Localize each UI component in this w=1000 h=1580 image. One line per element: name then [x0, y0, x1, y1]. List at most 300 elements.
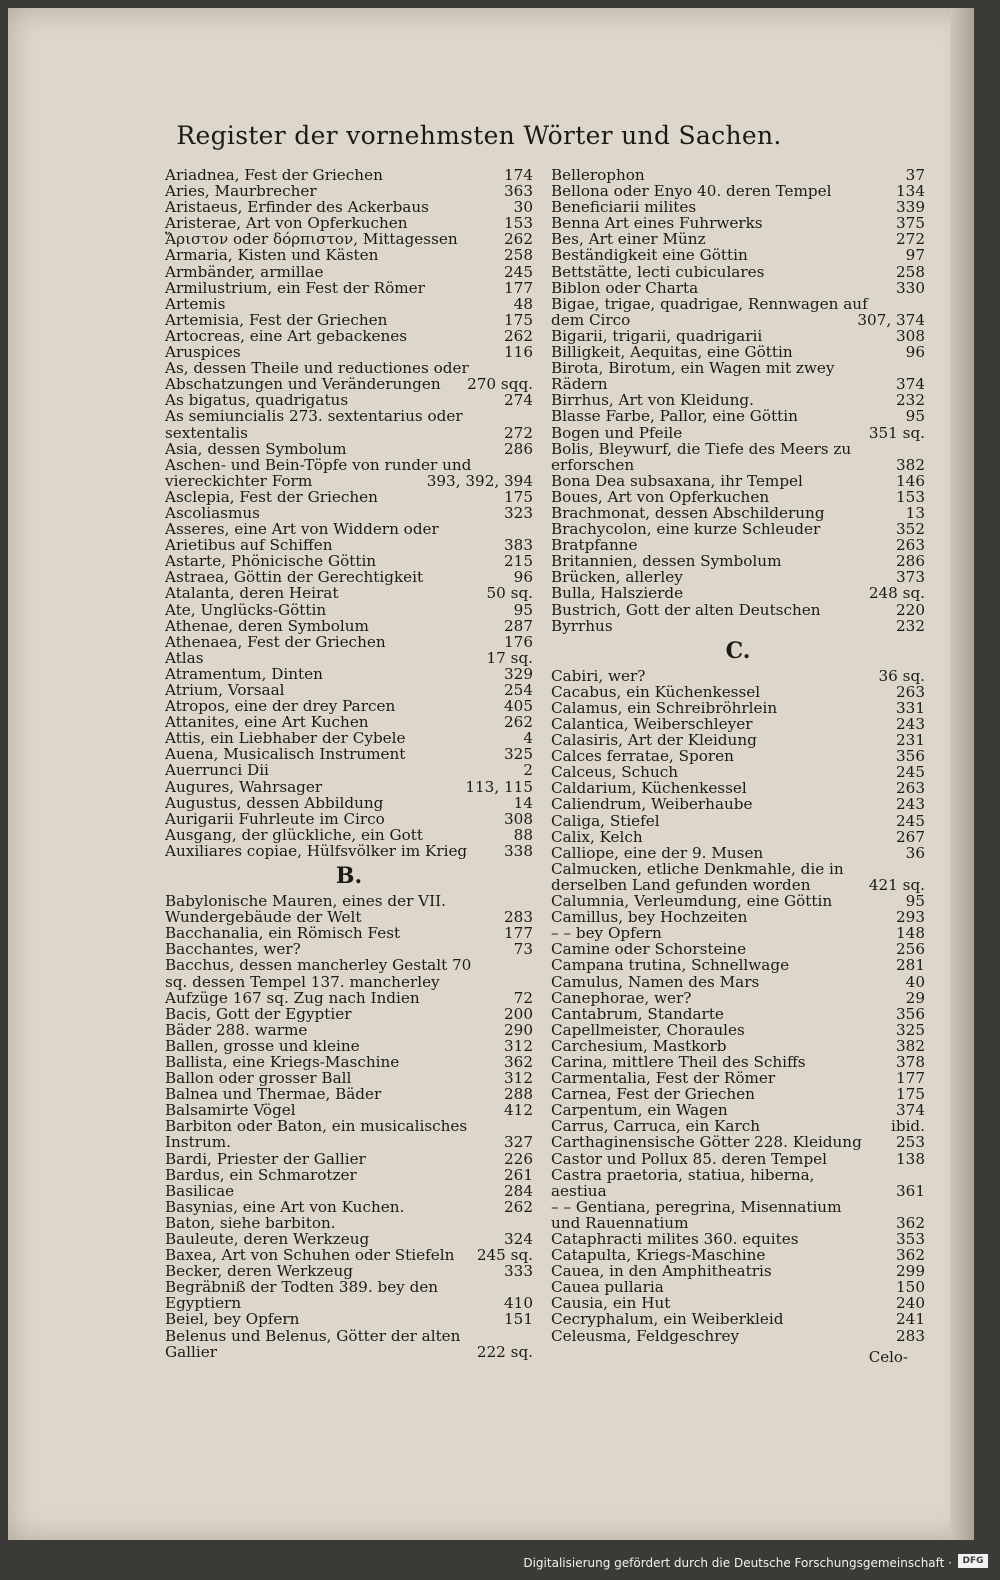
- index-entry: [551, 328, 925, 344]
- dfg-logo: DFG: [958, 1554, 988, 1568]
- entry-term: Carpentum, ein Wagen: [551, 1101, 728, 1120]
- index-entry: [551, 1102, 925, 1118]
- entry-term: Calliope, eine der 9. Musen: [551, 843, 764, 862]
- entry-page-ref: 270 sqq.: [467, 375, 533, 394]
- entry-term: Asclepia, Fest der Griechen: [165, 487, 378, 506]
- entry-term: Calantica, Weiberschleyer: [551, 715, 753, 733]
- entry-term: Armbänder, armillae: [165, 262, 324, 281]
- entry-term: Attis, ein Liebhaber der Cybele: [165, 729, 406, 748]
- entry-page-ref: 30: [513, 198, 533, 217]
- index-entry: [165, 585, 533, 601]
- entry-term: Capellmeister, Choraules: [551, 1020, 745, 1039]
- entry-page-ref: 40: [905, 972, 925, 991]
- entry-term: Carnea, Fest der Griechen: [551, 1085, 755, 1104]
- entry-page-ref: 286: [504, 439, 533, 458]
- entry-term: Catapulta, Kriegs-Maschine: [551, 1246, 766, 1265]
- entry-term: Bäder 288. warme: [165, 1020, 308, 1039]
- entry-term: Bona Dea subsaxana, ihr Tempel: [551, 471, 803, 490]
- entry-page-ref: 222 sq.: [476, 1342, 533, 1361]
- entry-page-ref: 375: [896, 214, 925, 233]
- entry-page-ref: 116: [504, 343, 533, 362]
- index-entry: [551, 780, 925, 796]
- index-entry: [165, 618, 533, 634]
- entry-term: Bes, Art einer Münz: [551, 230, 706, 249]
- index-entry: [165, 344, 533, 360]
- entry-term: Auerrunci Dii: [165, 761, 269, 780]
- entry-page-ref: 363: [504, 182, 533, 201]
- entry-term: Beständigkeit eine Göttin: [551, 246, 748, 265]
- entry-page-ref: 13: [905, 503, 925, 522]
- entry-term: Calumnia, Verleumdung, eine Göttin: [551, 892, 833, 911]
- index-entry: [551, 893, 925, 909]
- entry-term: Cabiri, wer?: [551, 666, 646, 685]
- entry-page-ref: 290: [504, 1020, 533, 1039]
- entry-term: Barbiton oder Baton, ein musicalisches Instrum.: [165, 1117, 468, 1152]
- entry-page-ref: 232: [896, 391, 925, 410]
- index-entry: [165, 762, 533, 778]
- entry-page-ref: 325: [896, 1020, 925, 1039]
- index-entry: [165, 1247, 533, 1263]
- entry-page-ref: 151: [504, 1310, 533, 1329]
- entry-term: Beiel, bey Opfern: [165, 1310, 300, 1329]
- entry-page-ref: 262: [504, 230, 533, 249]
- entry-term: Calix, Kelch: [551, 827, 643, 846]
- entry-term: Brachycolon, eine kurze Schleuder: [551, 520, 821, 539]
- entry-page-ref: 253: [896, 1133, 925, 1152]
- index-entry: [551, 1022, 925, 1038]
- entry-page-ref: 262: [504, 326, 533, 345]
- index-entry: [165, 957, 533, 1005]
- entry-term: Calasiris, Art der Kleidung: [551, 731, 757, 750]
- index-entry: [165, 264, 533, 280]
- index-entry: [551, 521, 925, 537]
- entry-page-ref: 134: [896, 182, 925, 201]
- book-page: [8, 8, 974, 1540]
- index-entry: [165, 312, 533, 328]
- index-entry: [551, 505, 925, 521]
- entry-page-ref: 299: [896, 1262, 925, 1281]
- entry-term: Cantabrum, Standarte: [551, 1004, 724, 1023]
- entry-term: As, dessen Theile und reductiones oder Abschatzungen und Veränderungen: [165, 359, 469, 394]
- index-entry: [551, 199, 925, 215]
- index-entry: [551, 796, 925, 812]
- index-entry: [165, 489, 533, 505]
- entry-page-ref: 248 sq.: [868, 584, 925, 603]
- entry-term: Ballon oder grosser Ball: [165, 1069, 352, 1088]
- entry-term: Cauea, in den Amphitheatris: [551, 1262, 772, 1281]
- index-entry: [551, 489, 925, 505]
- entry-term: Bellona oder Enyo 40. deren Tempel: [551, 182, 832, 201]
- entry-term: Brachmonat, dessen Abschilderung: [551, 503, 825, 522]
- entry-page-ref: 382: [896, 1036, 925, 1055]
- entry-page-ref: 2: [523, 761, 533, 780]
- entry-page-ref: 405: [504, 697, 533, 716]
- entry-term: Bulla, Halszierde: [551, 584, 684, 603]
- index-entry: [551, 1134, 925, 1150]
- index-entry: [165, 553, 533, 569]
- entry-term: Bacis, Gott der Egyptier: [165, 1004, 352, 1023]
- entry-page-ref: 333: [504, 1262, 533, 1281]
- entry-term: Billigkeit, Aequitas, eine Göttin: [551, 343, 793, 362]
- entry-page-ref: 138: [896, 1149, 925, 1168]
- index-entry: [551, 668, 925, 684]
- index-entry: [551, 585, 925, 601]
- index-entry: [551, 1038, 925, 1054]
- index-entry: [551, 990, 925, 1006]
- entry-term: Biblon oder Charta: [551, 278, 699, 297]
- entry-page-ref: 324: [504, 1230, 533, 1248]
- entry-page-ref: 353: [896, 1230, 925, 1248]
- entry-term: Begräbniß der Todten 389. bey den Egyptiern: [165, 1278, 439, 1313]
- index-entry: [551, 167, 925, 183]
- entry-page-ref: 258: [504, 246, 533, 265]
- index-entry: [165, 730, 533, 746]
- index-entry: [165, 666, 533, 682]
- entry-term: Aristerae, Art von Opferkuchen: [165, 214, 408, 233]
- entry-page-ref: 88: [513, 825, 533, 844]
- entry-term: Boues, Art von Opferkuchen: [551, 487, 770, 506]
- entry-term: Beneficiarii milites: [551, 198, 697, 217]
- entry-term: Artemis: [165, 294, 226, 313]
- entry-term: Calmucken, etliche Denkmahle, die in derselben Land gefunden worden: [551, 859, 844, 894]
- entry-term: Brücken, allerley: [551, 568, 683, 587]
- entry-page-ref: 352: [896, 520, 925, 539]
- entry-page-ref: 263: [896, 779, 925, 798]
- index-entry: [165, 328, 533, 344]
- entry-term: Birrhus, Art von Kleidung.: [551, 391, 754, 410]
- entry-page-ref: 95: [905, 407, 925, 426]
- index-entry: [551, 1167, 925, 1199]
- entry-page-ref: 153: [896, 487, 925, 506]
- entry-term: Bacchanalia, ein Römisch Fest: [165, 924, 401, 943]
- entry-page-ref: 73: [513, 940, 533, 959]
- index-entry: [165, 167, 533, 183]
- entry-page-ref: 97: [905, 246, 925, 265]
- index-entry: [165, 1102, 533, 1118]
- index-entry: [165, 795, 533, 811]
- index-entry: [551, 1086, 925, 1102]
- entry-term: Calceus, Schuch: [551, 763, 679, 782]
- entry-page-ref: 215: [504, 552, 533, 571]
- entry-term: Carmentalia, Fest der Römer: [551, 1069, 776, 1088]
- entry-term: Cauea pullaria: [551, 1278, 664, 1297]
- entry-term: Bauleute, deren Werkzeug: [165, 1230, 370, 1248]
- entry-term: – – bey Opfern: [551, 924, 662, 943]
- index-entry: [165, 441, 533, 457]
- entry-page-ref: 362: [896, 1213, 925, 1232]
- entry-term: – – Gentiana, peregrina, Misennatium und Rauennatium: [551, 1197, 842, 1232]
- entry-page-ref: 293: [896, 908, 925, 927]
- index-entry: [165, 1070, 533, 1086]
- index-entry: [551, 618, 925, 634]
- index-entry: [551, 957, 925, 973]
- entry-page-ref: 258: [896, 262, 925, 281]
- entry-term: Baton, siehe barbiton.: [165, 1213, 336, 1232]
- index-entry: [551, 215, 925, 231]
- index-entry: [165, 1199, 533, 1215]
- entry-page-ref: 287: [504, 616, 533, 635]
- section-letter: B.: [335, 863, 363, 890]
- entry-page-ref: 382: [896, 455, 925, 474]
- entry-term: Castor und Pollux 85. deren Tempel: [551, 1149, 828, 1168]
- index-entry: [165, 941, 533, 957]
- entry-term: Astarte, Phönicische Göttin: [165, 552, 377, 571]
- index-entry: [551, 1247, 925, 1263]
- index-entry: [551, 553, 925, 569]
- index-entry: [551, 183, 925, 199]
- entry-term: Belenus und Belenus, Götter der alten Gallier: [165, 1326, 461, 1361]
- entry-page-ref: 308: [504, 809, 533, 828]
- entry-term: Carchesium, Mastkorb: [551, 1036, 727, 1055]
- entry-page-ref: 177: [504, 924, 533, 943]
- entry-term: Augustus, dessen Abbildung: [165, 793, 384, 812]
- entry-page-ref: 243: [896, 795, 925, 814]
- entry-term: Babylonische Mauren, eines der VII. Wundergebäude der Welt: [165, 892, 446, 927]
- entry-page-ref: 283: [896, 1326, 925, 1345]
- entry-page-ref: 284: [504, 1181, 533, 1200]
- entry-term: Carina, mittlere Theil des Schiffs: [551, 1052, 806, 1071]
- entry-page-ref: 327: [504, 1133, 533, 1152]
- index-entry: [551, 1295, 925, 1311]
- index-entry: [165, 569, 533, 585]
- index-entry: [165, 505, 533, 521]
- entry-page-ref: 245: [896, 763, 925, 782]
- entry-page-ref: 361: [896, 1181, 925, 1200]
- entry-page-ref: 4: [523, 729, 533, 748]
- index-entry: [165, 1311, 533, 1327]
- entry-page-ref: 410: [504, 1294, 533, 1313]
- index-entry: [165, 714, 533, 730]
- entry-page-ref: 220: [896, 600, 925, 619]
- entry-page-ref: 288: [504, 1085, 533, 1104]
- index-entry: [165, 280, 533, 296]
- entry-page-ref: 383: [504, 536, 533, 555]
- entry-term: Astraea, Göttin der Gerechtigkeit: [165, 568, 424, 587]
- entry-term: Ascoliasmus: [165, 503, 260, 522]
- entry-page-ref: 351 sq.: [868, 423, 925, 442]
- index-entry: [551, 1070, 925, 1086]
- entry-term: Asseres, eine Art von Widdern oder Arietibus auf Schiffen: [165, 520, 439, 555]
- entry-page-ref: 312: [504, 1069, 533, 1088]
- index-entry: [551, 829, 925, 845]
- index-entry: [165, 247, 533, 263]
- index-entry: [165, 827, 533, 843]
- entry-page-ref: 308: [896, 326, 925, 345]
- index-entry: [551, 861, 925, 893]
- entry-term: Cecryphalum, ein Weiberkleid: [551, 1310, 784, 1329]
- entry-term: Calces ferratae, Sporen: [551, 747, 734, 766]
- index-entry: [551, 344, 925, 360]
- index-entry: [551, 231, 925, 247]
- entry-term: Aruspices: [165, 343, 241, 362]
- entry-page-ref: 36 sq.: [878, 666, 925, 685]
- entry-page-ref: 226: [504, 1149, 533, 1168]
- index-entry: [165, 1086, 533, 1102]
- index-entry: [551, 296, 925, 328]
- index-entry: [551, 473, 925, 489]
- page-title: Register der vornehmsten Wörter und Sachen.: [176, 121, 782, 150]
- index-entry: [165, 1151, 533, 1167]
- entry-page-ref: 245: [504, 262, 533, 281]
- index-entry: [551, 732, 925, 748]
- entry-term: Bellerophon: [551, 166, 645, 184]
- entry-term: Ausgang, der glückliche, ein Gott: [165, 825, 423, 844]
- index-entry: [551, 1118, 925, 1134]
- entry-page-ref: 331: [896, 698, 925, 717]
- entry-page-ref: 286: [896, 552, 925, 571]
- index-entry: [551, 360, 925, 392]
- entry-term: Balsamirte Vögel: [165, 1101, 296, 1120]
- entry-term: Aschen- und Bein-Töpfe von runder und viereckichter Form: [165, 455, 472, 490]
- entry-page-ref: 153: [504, 214, 533, 233]
- index-entry: [551, 569, 925, 585]
- entry-page-ref: 148: [896, 924, 925, 943]
- index-entry: [551, 813, 925, 829]
- index-entry: [551, 247, 925, 263]
- entry-page-ref: 267: [896, 827, 925, 846]
- index-entry: [551, 684, 925, 700]
- entry-term: Basynias, eine Art von Kuchen.: [165, 1197, 405, 1216]
- entry-term: Bigae, trigae, quadrigae, Rennwagen auf dem Circo: [551, 294, 868, 329]
- index-entry: [551, 408, 925, 424]
- entry-page-ref: 95: [513, 600, 533, 619]
- entry-page-ref: 177: [896, 1069, 925, 1088]
- entry-term: Carthaginensische Götter 228. Kleidung: [551, 1133, 862, 1152]
- index-entry: [165, 843, 533, 859]
- entry-page-ref: 245 sq.: [476, 1246, 533, 1265]
- entry-term: Baxea, Art von Schuhen oder Stiefeln: [165, 1246, 455, 1265]
- entry-term: Ate, Unglücks-Göttin: [165, 600, 327, 619]
- entry-term: Aries, Maurbrecher: [165, 182, 317, 201]
- entry-term: Bacchus, dessen mancherley Gestalt 70 sq. dessen Tempel 137. mancherley Aufzüge 167 sq. Zug nach Indien: [165, 956, 472, 1007]
- entry-term: Bardus, ein Schmarotzer: [165, 1165, 357, 1184]
- index-entry: [165, 1022, 533, 1038]
- right-index-column: [551, 167, 925, 1344]
- entry-term: Blasse Farbe, Pallor, eine Göttin: [551, 407, 798, 426]
- index-entry: [165, 650, 533, 666]
- entry-term: As semiuncialis 273. sextentarius oder sextentalis: [165, 407, 463, 442]
- entry-page-ref: 177: [504, 278, 533, 297]
- index-entry: [165, 183, 533, 199]
- entry-term: Ἄριστον oder δόρπιστον, Mittagessen: [165, 230, 458, 249]
- entry-page-ref: 240: [896, 1294, 925, 1313]
- entry-page-ref: 254: [504, 681, 533, 699]
- page-gutter: [950, 8, 974, 1540]
- entry-term: Athenaea, Fest der Griechen: [165, 632, 386, 651]
- entry-page-ref: 374: [896, 375, 925, 394]
- entry-term: Artocreas, eine Art gebackenes: [165, 326, 408, 345]
- index-entry: [165, 296, 533, 312]
- entry-term: Camine oder Schorsteine: [551, 940, 747, 959]
- entry-term: Bratpfanne: [551, 536, 638, 555]
- entry-page-ref: 146: [896, 471, 925, 490]
- entry-term: Bigarii, trigarii, quadrigarii: [551, 326, 763, 345]
- index-entry: [165, 1215, 533, 1231]
- entry-page-ref: 421 sq.: [868, 875, 925, 894]
- entry-page-ref: 176: [504, 632, 533, 651]
- index-entry: [551, 716, 925, 732]
- entry-page-ref: 50 sq.: [486, 584, 533, 603]
- entry-page-ref: 339: [896, 198, 925, 217]
- entry-term: Atropos, eine der drey Parcen: [165, 697, 396, 716]
- entry-page-ref: 175: [504, 310, 533, 329]
- index-entry: [551, 845, 925, 861]
- entry-page-ref: 96: [513, 568, 533, 587]
- index-entry: [551, 392, 925, 408]
- entry-term: Calamus, ein Schreibröhrlein: [551, 698, 778, 717]
- index-entry: [165, 1054, 533, 1070]
- entry-term: Auena, Musicalisch Instrument: [165, 745, 406, 764]
- entry-page-ref: 261: [504, 1165, 533, 1184]
- index-entry: [551, 1311, 925, 1327]
- entry-page-ref: 263: [896, 682, 925, 701]
- entry-page-ref: 17 sq.: [486, 648, 533, 667]
- index-entry: [551, 1199, 925, 1231]
- index-entry: [551, 1328, 925, 1344]
- catchword: Celo-: [868, 1348, 908, 1366]
- entry-term: Atrium, Vorsaal: [165, 681, 285, 699]
- entry-page-ref: 263: [896, 536, 925, 555]
- entry-term: As bigatus, quadrigatus: [165, 391, 349, 410]
- entry-page-ref: 362: [504, 1052, 533, 1071]
- index-entry: [165, 682, 533, 698]
- index-entry: [165, 199, 533, 215]
- entry-term: Canephorae, wer?: [551, 988, 692, 1007]
- index-entry: [551, 264, 925, 280]
- entry-page-ref: 262: [504, 713, 533, 732]
- index-entry: [165, 634, 533, 650]
- entry-term: Atramentum, Dinten: [165, 664, 323, 683]
- index-entry: [165, 408, 533, 440]
- index-entry: [551, 764, 925, 780]
- index-entry: [165, 893, 533, 925]
- entry-page-ref: 174: [504, 166, 533, 184]
- entry-page-ref: 245: [896, 811, 925, 830]
- section-letter: C.: [725, 637, 751, 664]
- entry-page-ref: 312: [504, 1036, 533, 1055]
- index-entry: [551, 1231, 925, 1247]
- index-entry: [165, 392, 533, 408]
- entry-term: Aristaeus, Erfinder des Ackerbaus: [165, 198, 429, 217]
- index-entry: [165, 1183, 533, 1199]
- entry-term: Bardi, Priester der Gallier: [165, 1149, 366, 1168]
- entry-term: Causia, ein Hut: [551, 1294, 671, 1313]
- entry-term: Athenae, deren Symbolum: [165, 616, 369, 635]
- entry-term: Campana trutina, Schnellwage: [551, 956, 790, 975]
- index-entry: [551, 748, 925, 764]
- entry-page-ref: 241: [896, 1310, 925, 1329]
- index-entry: [551, 1151, 925, 1167]
- index-entry: [551, 537, 925, 553]
- index-entry: [165, 360, 533, 392]
- footer-bar: [0, 1544, 1000, 1580]
- entry-page-ref: 175: [504, 487, 533, 506]
- entry-page-ref: 175: [896, 1085, 925, 1104]
- index-entry: [551, 425, 925, 441]
- entry-term: Castra praetoria, statiua, hiberna, aestiua: [551, 1165, 815, 1200]
- entry-term: Caliga, Stiefel: [551, 811, 660, 830]
- entry-page-ref: 150: [896, 1278, 925, 1297]
- index-entry: [551, 700, 925, 716]
- entry-term: Cacabus, ein Küchenkessel: [551, 682, 761, 701]
- index-entry: [165, 746, 533, 762]
- entry-term: Benna Art eines Fuhrwerks: [551, 214, 763, 233]
- index-entry: [551, 941, 925, 957]
- entry-term: Armaria, Kisten und Kästen: [165, 246, 379, 265]
- entry-page-ref: 36: [905, 843, 925, 862]
- entry-term: Carrus, Carruca, ein Karch: [551, 1117, 761, 1136]
- index-entry: [551, 1263, 925, 1279]
